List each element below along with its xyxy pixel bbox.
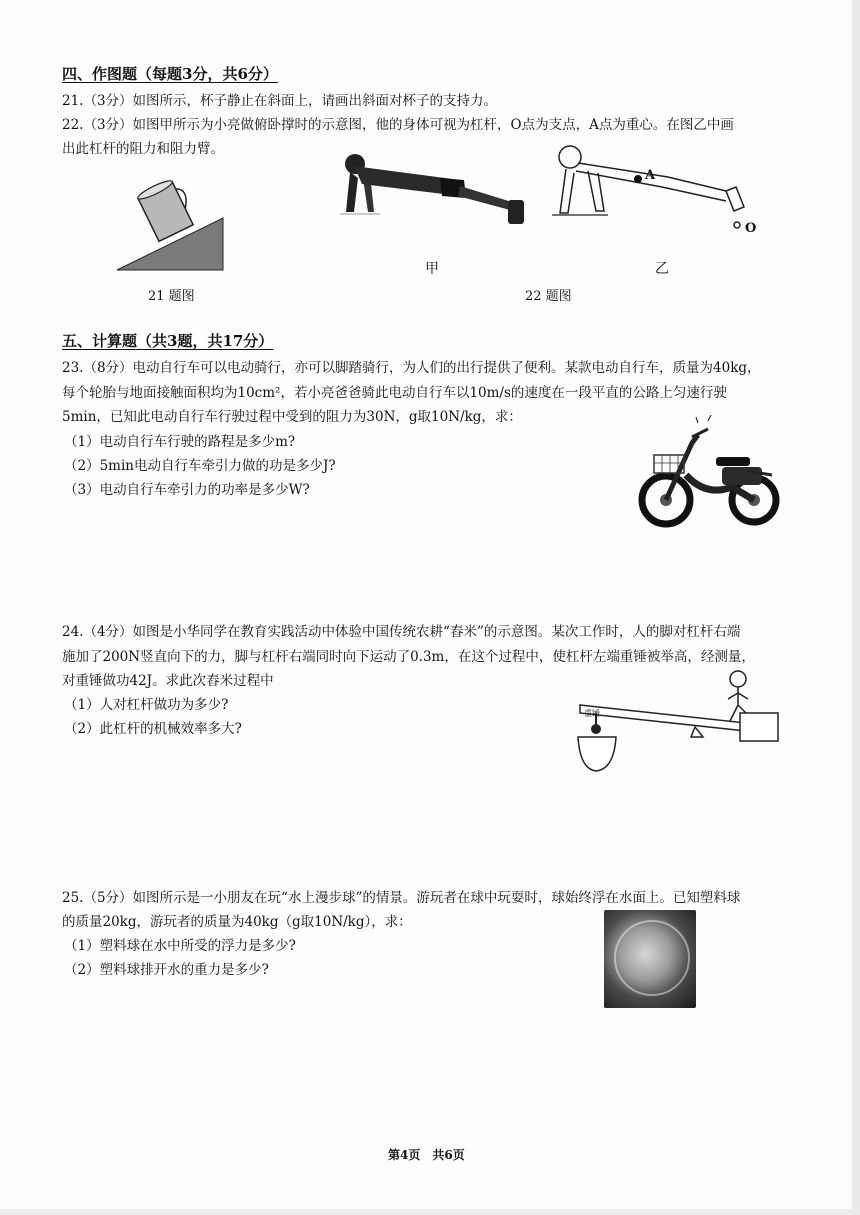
question-25-line-2: 的质量20kg，游玩者的质量为40kg（g取10N/kg），求： [62,914,412,930]
question-23-line-2: 每个轮胎与地面接触面积均为10cm²，若小亮爸爸骑此电动自行车以10m/s的速度在一段平直的公路上匀速行驶 [62,385,727,401]
section-4-title: 四、作图题（每题3分，共6分） [62,65,278,83]
figure-21-caption: 21 题图 [148,289,195,304]
question-23-sub-3: （3）电动自行车牵引力的功率是多少W? [64,482,310,498]
point-a-label: A [645,168,656,183]
question-23-line-3: 5min，已知此电动自行车行驶过程中受到的阻力为30N，g取10N/kg，求： [62,409,522,425]
figure-25-water-ball-photo [604,910,696,1008]
scan-edge-bottom [0,1209,860,1215]
question-24-line-3: 对重锤做功42J。求此次舂米过程中 [62,673,274,689]
question-21: 21.（3分）如图所示，杯子静止在斜面上，请画出斜面对杯子的支持力。 [62,93,498,109]
figure-22-caption: 22 题图 [525,289,572,304]
figure-21-cup-on-incline [115,178,225,273]
hammer-label: 重锤 [584,709,600,718]
question-24-line-1: 24.（4分）如图是小华同学在教育实践活动中体验中国传统农耕“舂米”的示意图。某次工作时，人的脚对杠杆右端 [62,624,741,640]
question-23-line-1: 23.（8分）电动自行车可以电动骑行，亦可以脚踏骑行，为人们的出行提供了便利。某款电动自行车，质量为40kg， [62,360,761,376]
question-22-line-1: 22.（3分）如图甲所示为小亮做俯卧撑时的示意图，他的身体可视为杠杆，O点为支点，A点为重心。在图乙中画 [62,117,734,133]
figure-23-electric-bike [636,415,786,530]
point-o-label: O [745,221,757,236]
figure-22-jia-pushup [340,150,535,230]
page-number: 第4页 共6页 [388,1148,465,1162]
figure-22-label-jia: 甲 [425,261,439,277]
question-24-line-2: 施加了200N竖直向下的力，脚与杠杆右端同时向下运动了0.3m，在这个过程中，使杠杆左端重锤被举高，经测量， [62,649,755,665]
figure-24-rice-pounding-lever [570,665,785,777]
question-24-sub-2: （2）此杠杆的机械效率多大? [64,721,242,737]
figure-22-label-yi: 乙 [655,261,669,277]
question-24-sub-1: （1）人对杠杆做功为多少? [64,697,229,713]
question-22-line-2: 出此杠杆的阻力和阻力臂。 [62,141,224,157]
figure-22-yi-pushup-outline [548,143,758,238]
question-25-sub-1: （1）塑料球在水中所受的浮力是多少? [64,938,296,954]
scan-edge-right [852,0,860,1215]
section-5-title: 五、计算题（共3题，共17分） [62,332,274,350]
question-23-sub-2: （2）5min电动自行车牵引力做的功是多少J? [64,458,336,474]
question-23-sub-1: （1）电动自行车行驶的路程是多少m? [64,434,296,450]
question-25-line-1: 25.（5分）如图所示是一小朋友在玩“水上漫步球”的情景。游玩者在球中玩耍时，球始终浮在水面上。已知塑料球 [62,890,741,906]
question-25-sub-2: （2）塑料球排开水的重力是多少? [64,962,269,978]
